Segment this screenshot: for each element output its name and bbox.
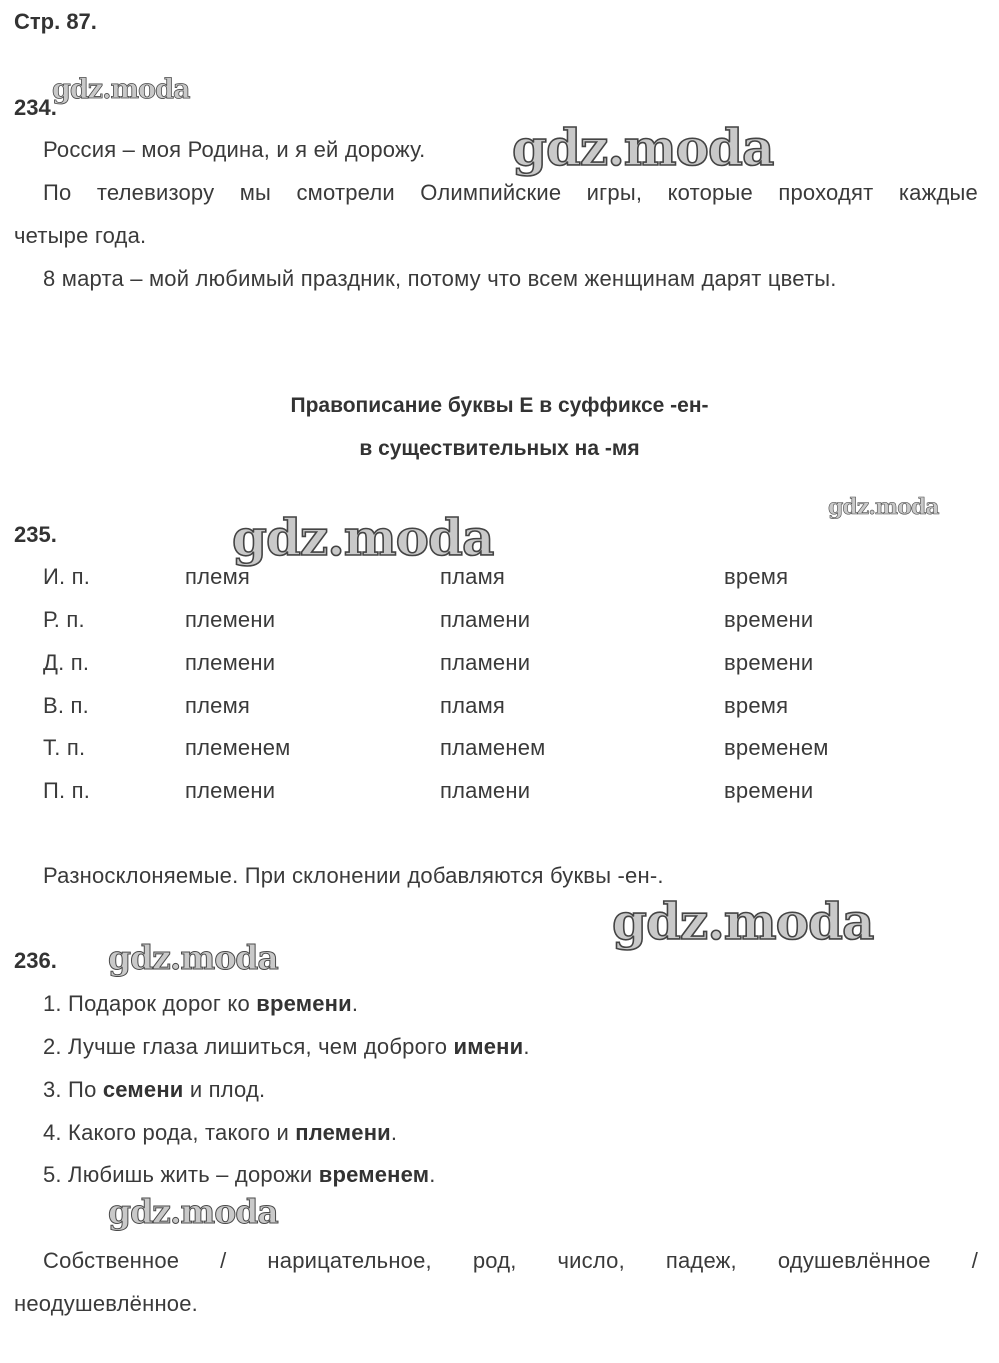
proverb-text: 2. Лучше глаза лишиться, чем доброго	[43, 1034, 454, 1059]
case-label: Р. п.	[43, 607, 85, 632]
watermark-logo: gdz.moda	[52, 74, 190, 105]
case-label: П. п.	[43, 778, 91, 803]
table-cell: времени	[724, 650, 814, 675]
word: мы	[239, 180, 272, 205]
exercise-235-note: Разносклоняемые. При склонении добавляются буквы -ен-.	[43, 863, 664, 888]
table-cell: времени	[724, 607, 814, 632]
table-cell: пламя	[440, 564, 506, 589]
word: По	[43, 180, 72, 205]
table-cell: пламя	[440, 693, 506, 718]
watermark-logo: gdz.moda	[232, 508, 494, 567]
watermark-logo: gdz.moda	[108, 1192, 278, 1231]
watermark-logo: gdz.moda	[828, 494, 939, 520]
summary-line-2: неодушевлённое.	[14, 1291, 198, 1316]
summary-word: одушевлённое	[777, 1248, 931, 1273]
summary-word: падеж,	[665, 1248, 737, 1273]
proverb-item	[43, 1120, 397, 1146]
page-number: Стр. 87.	[14, 9, 97, 34]
proverb-text-end: .	[429, 1162, 436, 1187]
proverb-text-end: .	[390, 1120, 398, 1145]
table-cell: племени	[185, 778, 276, 803]
proverb-highlight: семени	[102, 1077, 184, 1102]
table-cell: племени	[185, 607, 276, 632]
proverb-text-end: и плод.	[183, 1077, 266, 1102]
proverb-item	[43, 991, 358, 1017]
summary-word: Собственное	[43, 1248, 180, 1273]
table-cell: пламени	[440, 607, 531, 632]
section-title-line-2: в существительных на -мя	[359, 437, 640, 460]
word: проходят	[778, 180, 874, 205]
table-cell: время	[724, 693, 789, 718]
table-cell: время	[724, 564, 789, 589]
proverb-text: 5. Любишь жить – дорожи	[43, 1162, 319, 1187]
summary-line-1	[43, 1248, 978, 1274]
summary-word: нарицательное,	[267, 1248, 432, 1273]
watermark-logo: gdz.moda	[108, 938, 278, 977]
proverb-text: 4. Какого рода, такого и	[43, 1120, 296, 1145]
summary-word: число,	[557, 1248, 625, 1273]
proverb-highlight: временем	[318, 1162, 430, 1187]
summary-word: /	[971, 1248, 978, 1273]
watermark-logo: gdz.moda	[512, 118, 774, 177]
proverb-item	[43, 1162, 436, 1188]
word: которые	[667, 180, 753, 205]
table-cell: времени	[724, 778, 814, 803]
table-cell: пламенем	[440, 735, 546, 760]
table-cell: племенем	[185, 735, 291, 760]
word: каждые	[898, 180, 978, 205]
case-label: В. п.	[43, 693, 89, 718]
table-cell: племя	[185, 693, 251, 718]
table-cell: племя	[185, 564, 251, 589]
proverb-text: 1. Подарок дорог ко	[43, 991, 257, 1016]
proverb-text-end: .	[351, 991, 359, 1016]
table-cell: пламени	[440, 778, 531, 803]
exercise-235-number: 235.	[14, 522, 57, 547]
table-cell: временем	[724, 735, 829, 760]
table-cell: племени	[185, 650, 276, 675]
exercise-234-line-3: четыре года.	[14, 223, 147, 248]
proverb-item	[43, 1077, 265, 1103]
exercise-236-number: 236.	[14, 948, 57, 973]
case-label: И. п.	[43, 564, 91, 589]
word: игры,	[586, 180, 643, 205]
proverb-highlight: имени	[453, 1034, 524, 1059]
proverb-text-end: .	[523, 1034, 530, 1059]
summary-word: род,	[472, 1248, 517, 1273]
exercise-234-line-1: Россия – моя Родина, и я ей дорожу.	[43, 137, 426, 162]
exercise-234-line-4: 8 марта – мой любимый праздник, потому что всем женщинам дарят цветы.	[43, 266, 837, 291]
case-label: Д. п.	[43, 650, 90, 675]
table-cell: пламени	[440, 650, 531, 675]
word: Олимпийские	[420, 180, 562, 205]
section-title-line-1: Правописание буквы Е в суффиксе -ен-	[290, 394, 709, 417]
exercise-234-number: 234.	[14, 95, 57, 120]
watermark-logo: gdz.moda	[612, 892, 874, 951]
proverb-item	[43, 1034, 530, 1060]
proverb-highlight: племени	[295, 1120, 391, 1145]
word: телевизору	[96, 180, 215, 205]
case-label: Т. п.	[43, 735, 86, 760]
exercise-234-line-2	[43, 180, 978, 206]
proverb-highlight: времени	[256, 991, 352, 1016]
word: смотрели	[296, 180, 395, 205]
proverb-text: 3. По	[43, 1077, 103, 1102]
summary-word: /	[220, 1248, 227, 1273]
